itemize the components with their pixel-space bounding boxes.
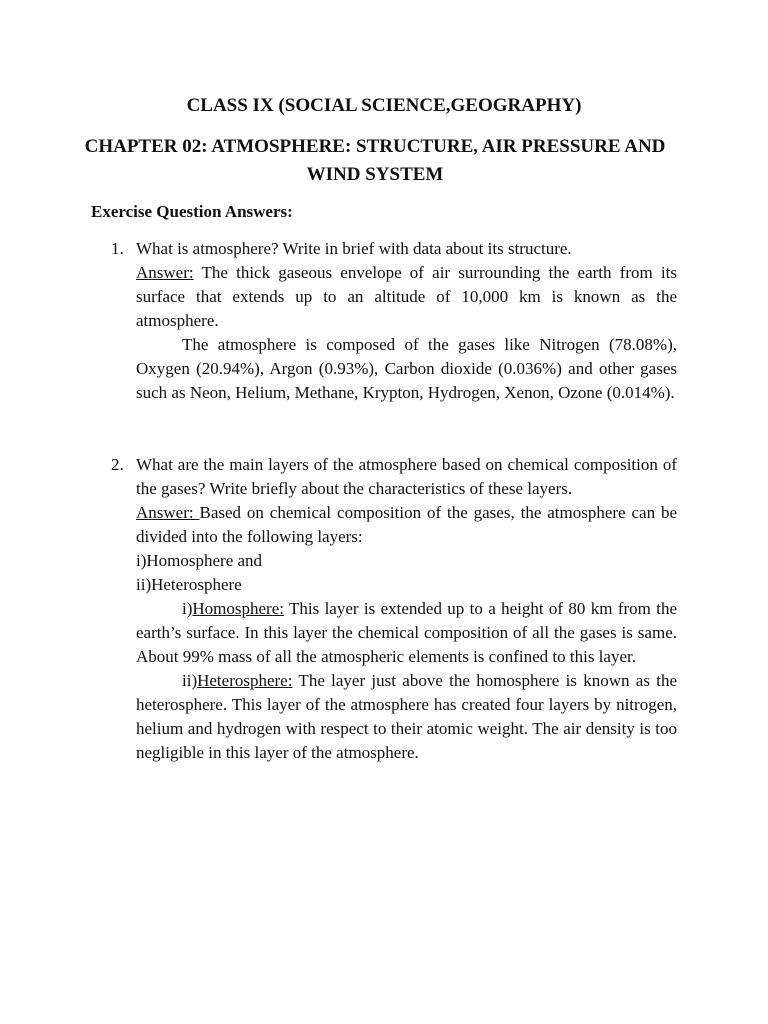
homosphere-paragraph [136,597,677,669]
list-item-homosphere: i)Homosphere and [136,551,263,570]
exercise-heading: Exercise Question Answers: [91,202,293,221]
homosphere-label: Homosphere: [192,599,284,618]
answer-text: The thick gaseous envelope of air surrounding the earth from its surface that extends up to an altitude of 10,000 km is known as the atmosphere. [136,263,677,330]
question-answer-1 [111,237,677,405]
answer-label: Answer: [136,503,200,522]
answer-label: Answer: [136,263,194,282]
answer-text: Based on chemical composition of the gases, the atmosphere can be divided into the following layers: [136,503,677,546]
class-title: CLASS IX (SOCIAL SCIENCE,GEOGRAPHY) [186,95,582,116]
question-number: 2. [111,455,124,474]
answer-paragraph [136,261,677,333]
heterosphere-text: The layer just above the homosphere is known as the heterosphere. This layer of the atmosphere has created four layers by nitrogen, helium and hydrogen with respect to their atomic weight. The air density is too negligible in this layer of the atmosphere. [136,671,677,762]
question-text: What is atmosphere? Write in brief with data about its structure. [136,239,572,258]
answer-paragraph [136,501,677,549]
heterosphere-label: Heterosphere: [197,671,293,690]
chapter-title: CHAPTER 02: ATMOSPHERE: STRUCTURE, AIR PRESSURE AND WIND SYSTEM [84,136,666,185]
homosphere-text: This layer is extended up to a height of 80 km from the earth’s surface. In this layer the chemical composition of all the gases is same. About 99% mass of all the atmospheric elements is confined to this layer. [136,599,677,666]
heterosphere-prefix: ii) [182,671,198,690]
list-item-heterosphere: ii)Heterosphere [136,575,242,594]
question-number: 1. [111,239,124,258]
question-text: What are the main layers of the atmosphere based on chemical composition of the gases? Write briefly about the characteristics of these layers. [136,455,677,498]
homosphere-prefix: i) [182,599,193,618]
heterosphere-paragraph [136,669,677,765]
question-answer-2 [111,453,677,765]
answer-paragraph-composition: The atmosphere is composed of the gases like Nitrogen (78.08%), Oxygen (20.94%), Argon (0.93%), Carbon dioxide (0.036%) and other gases such as Neon, Helium, Methane, Krypton, Hydrogen, Xenon, Ozone (0.014%). [136,335,677,402]
